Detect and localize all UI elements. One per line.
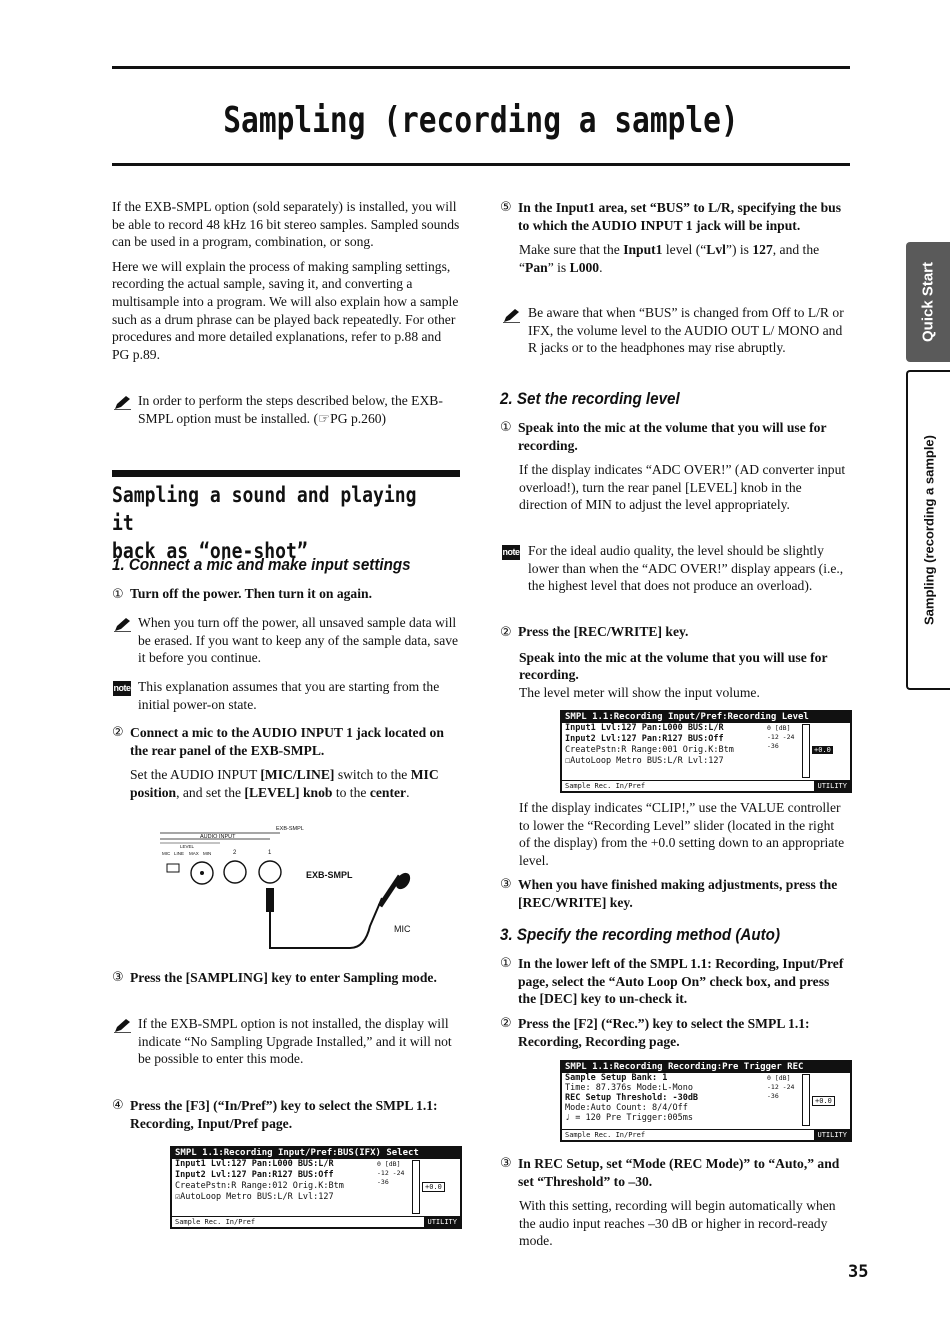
circled-number-icon: ② bbox=[112, 725, 124, 740]
body-bold: [MIC/LINE] bbox=[260, 767, 335, 783]
note-ideal-level: For the ideal audio quality, the level should be slightly lower than when the “ADC OVER!” display appears (i.e., the highest level that does not produce an overload). bbox=[528, 543, 844, 594]
step-1-5-body bbox=[519, 241, 848, 276]
step-3-1 bbox=[500, 955, 848, 1008]
body-text: to the bbox=[332, 784, 370, 800]
intro-paragraph-2: Here we will explain the process of making sampling settings, recording the actual sample, saving it, and converting a multisample into a program. We will also explain how a sample such as a drum phrase can be played back repeatedly. For other procedures and more detailed explanations, refer to p.88 and PG p.89. bbox=[112, 258, 459, 362]
lcd-utility-tab: UTILITY bbox=[424, 1217, 460, 1227]
side-tab-sampling[interactable] bbox=[906, 370, 950, 690]
side-tab-sampling-label: Sampling (recording a sample) bbox=[921, 435, 937, 625]
title-rule bbox=[112, 163, 850, 166]
diagram-jack-1-label: 1 bbox=[268, 850, 272, 856]
warn-bus-volume: Be aware that when “BUS” is changed from Off to L/R or IFX, the volume level to the AUDIO OUT L/ MONO and R jacks or to the headphones may rise abruptly. bbox=[528, 305, 844, 356]
step-1-1-text: Turn off the power. Then turn it on again. bbox=[130, 586, 372, 601]
circled-number-icon: ③ bbox=[500, 1156, 512, 1171]
note-icon: note bbox=[113, 681, 131, 696]
lcd-row-input1: Input1 Lvl:127 Pan:L000 BUS:L/R bbox=[565, 723, 724, 733]
lcd-row-time: Time: 87.376s Mode:L-Mono bbox=[565, 1083, 693, 1093]
step-1-3-text: Press the [SAMPLING] key to enter Sampling mode. bbox=[130, 970, 437, 985]
circled-number-icon: ① bbox=[500, 956, 512, 971]
step-2-heading: 2. Set the recording level bbox=[500, 390, 680, 408]
step-2-1 bbox=[500, 419, 848, 514]
body-bold: 127 bbox=[752, 242, 773, 258]
circled-number-icon: ① bbox=[500, 420, 512, 435]
lcd-meter-scale: 0 [dB] -12 -24 -36 bbox=[377, 1160, 405, 1186]
warn-option-required: In order to perform the steps described below, the EXB-SMPL option must be installed. (☞PG p.260) bbox=[138, 393, 443, 426]
body-text: , and the “ bbox=[519, 242, 820, 275]
lcd-level-meter bbox=[802, 1074, 810, 1126]
mic-connection-diagram bbox=[160, 826, 420, 956]
lcd-header: SMPL 1.1:Recording Input/Pref:BUS(IFX) Select bbox=[172, 1148, 460, 1159]
step-2-2-body: The level meter will show the input volume. bbox=[519, 684, 760, 700]
circled-number-icon: ③ bbox=[500, 877, 512, 892]
step-1-heading: 1. Connect a mic and make input settings bbox=[112, 556, 411, 574]
step-2-3 bbox=[500, 876, 848, 911]
section-title bbox=[112, 481, 439, 565]
side-tab-quick-start[interactable] bbox=[906, 242, 950, 362]
circled-number-icon: ① bbox=[112, 587, 124, 602]
circled-number-icon: ② bbox=[500, 625, 512, 640]
lcd-recording-level-slider: +0.0 bbox=[814, 746, 831, 754]
warn-not-installed: If the EXB-SMPL option is not installed, the display will indicate “No Sampling Upgrade Installed,” and it will not be possible to enter this mode. bbox=[138, 1016, 452, 1067]
body-text: switch to the bbox=[334, 767, 411, 783]
diagram-drawing bbox=[160, 826, 420, 956]
body-text: ” is bbox=[547, 259, 570, 275]
side-tab-quick-start-label: Quick Start bbox=[919, 261, 937, 343]
diagram-mic-label: MIC bbox=[394, 924, 411, 934]
lcd-row-mode: Mode:Auto Count: 8/4/Off bbox=[565, 1103, 688, 1113]
step-1-4 bbox=[112, 1097, 460, 1132]
diagram-level-label: LEVEL bbox=[180, 844, 195, 849]
step-1-2-text: Connect a mic to the AUDIO INPUT 1 jack located on the rear panel of the EXB-SMPL. bbox=[130, 725, 444, 758]
step-1-5-text: In the Input1 area, set “BUS” to L/R, specifying the bus to which the AUDIO INPUT 1 jack will be input. bbox=[518, 200, 842, 233]
lcd-recording-level-slider: +0.0 bbox=[422, 1182, 445, 1192]
lcd-row-input2: Input2 Lvl:127 Pan:R127 BUS:Off bbox=[565, 734, 724, 744]
body-bold: Pan bbox=[525, 259, 548, 275]
body-bold: [LEVEL] knob bbox=[244, 784, 333, 800]
step-2-1-body: If the display indicates “ADC OVER!” (AD converter input overload!), turn the rear panel [LEVEL] knob in the direction of MIN to adjust the level appropriately. bbox=[519, 462, 846, 513]
step-1-2-body bbox=[130, 766, 460, 801]
step-3-3 bbox=[500, 1155, 848, 1250]
lcd-row-sample-setup: Sample Setup Bank: 1 bbox=[565, 1073, 668, 1083]
page-title: Sampling (recording a sample) bbox=[223, 100, 739, 141]
step-3-2 bbox=[500, 1015, 848, 1050]
lcd-tab-labels: Sample Rec. In/Pref bbox=[565, 1131, 646, 1139]
diagram-line-switch-label: LINE bbox=[174, 851, 185, 856]
body-bold: L000 bbox=[569, 259, 600, 275]
circled-number-icon: ② bbox=[500, 1016, 512, 1031]
lcd-input-pref-bus-select bbox=[170, 1146, 462, 1229]
body-text: , and set the bbox=[176, 784, 245, 800]
diagram-exb-smpl-label: EXB-SMPL bbox=[306, 870, 353, 880]
lcd-tab-labels: Sample Rec. In/Pref bbox=[565, 782, 646, 790]
pencil-warning-icon bbox=[114, 395, 131, 410]
pencil-warning-icon bbox=[114, 617, 131, 632]
left-column bbox=[112, 198, 460, 363]
body-bold: center bbox=[369, 784, 407, 800]
body-bold: Input1 bbox=[623, 242, 663, 258]
page-number: 35 bbox=[848, 1262, 869, 1282]
lcd-input-pref-recording-level bbox=[560, 710, 852, 793]
lcd-utility-tab: UTILITY bbox=[814, 1130, 850, 1140]
diagram-mic-switch-label: MIC bbox=[162, 851, 171, 856]
step-1-1 bbox=[112, 585, 460, 604]
body-text: . bbox=[406, 784, 410, 800]
lcd-row-input1: Input1 Lvl:127 Pan:L000 BUS:L/R bbox=[175, 1159, 334, 1169]
warn-unsaved-data: When you turn off the power, all unsaved sample data will be erased. If you want to keep any of the sample data, save it before you continue. bbox=[138, 615, 459, 666]
lcd-row-tempo: ♩ = 120 Pre Trigger:005ms bbox=[565, 1113, 693, 1123]
note-initial-state: This explanation assumes that you are starting from the initial power-on state. bbox=[138, 679, 440, 712]
lcd-row-create: CreatePstn:R Range:001 Orig.K:Btm bbox=[565, 745, 734, 755]
body-text: Make sure that the bbox=[519, 242, 624, 258]
note-icon: note bbox=[502, 545, 520, 560]
lcd-recording-pre-trigger bbox=[560, 1060, 852, 1142]
lcd-row-input2: Input2 Lvl:127 Pan:R127 BUS:Off bbox=[175, 1170, 334, 1180]
lcd-utility-tab: UTILITY bbox=[814, 781, 850, 791]
step-2-2-text: Press the [REC/WRITE] key. bbox=[518, 624, 689, 639]
lcd-row-create: CreatePstn:R Range:012 Orig.K:Btm bbox=[175, 1181, 344, 1191]
body-text: level (“ bbox=[662, 242, 707, 258]
diagram-min-label: MIN bbox=[203, 851, 212, 856]
step-1-4-text: Press the [F3] (“In/Pref”) key to select the SMPL 1.1: Recording, Input/Pref page. bbox=[130, 1098, 438, 1131]
lcd-tab-labels: Sample Rec. In/Pref bbox=[175, 1218, 256, 1226]
lcd-header: SMPL 1.1:Recording Input/Pref:Recording Level bbox=[562, 712, 850, 723]
step-2-3-text: When you have finished making adjustments, press the [REC/WRITE] key. bbox=[518, 877, 838, 910]
step-1-5 bbox=[500, 199, 848, 276]
circled-number-icon: ⑤ bbox=[500, 200, 512, 215]
body-text: Set the AUDIO INPUT bbox=[130, 767, 261, 783]
step-3-3-text: In REC Setup, set “Mode (REC Mode)” to “Auto,” and set “Threshold” to –30. bbox=[518, 1156, 840, 1189]
circled-number-icon: ③ bbox=[112, 970, 124, 985]
step-2-1-text: Speak into the mic at the volume that you will use for recording. bbox=[518, 420, 827, 453]
body-text: ”) is bbox=[725, 242, 753, 258]
body-bold: Lvl bbox=[706, 242, 726, 258]
lcd-meter-scale: 0 [dB] -12 -24 -36 bbox=[767, 724, 795, 750]
step-2-2-after: If the display indicates “CLIP!,” use the VALUE controller to lower the “Recording Level” slider (located in the right of the display) from the +0.0 setting down to an appropriate level. bbox=[519, 800, 845, 868]
step-3-2-text: Press the [F2] (“Rec.”) key to select the SMPL 1.1: Recording, Recording page. bbox=[518, 1016, 810, 1049]
lcd-row-autoloop: ☐AutoLoop Metro BUS:L/R Lvl:127 bbox=[565, 756, 724, 766]
lcd-meter-scale: 0 [dB] -12 -24 -36 bbox=[767, 1074, 797, 1101]
body-bold: MIC position bbox=[130, 767, 439, 800]
lcd-tabs bbox=[172, 1216, 460, 1227]
section-title-line-2: back as “one-shot” bbox=[112, 539, 308, 563]
body-text: . bbox=[599, 259, 603, 275]
section-title-line-1: Sampling a sound and playing it bbox=[112, 483, 417, 535]
diagram-jack-2-label: 2 bbox=[233, 850, 237, 856]
lcd-level-meter bbox=[802, 724, 810, 778]
pencil-warning-icon bbox=[114, 1018, 131, 1033]
diagram-exb-small-label: EXB-SMPL bbox=[276, 826, 304, 832]
step-3-3-body: With this setting, recording will begin automatically when the audio input reaches –30 dB or higher in record-ready mode. bbox=[519, 1198, 836, 1249]
intro-paragraph-1: If the EXB-SMPL option (sold separately) is installed, you will be able to record 48 kHz 16 bit stereo samples. Sampled sounds can be used in a program, combination, or song. bbox=[112, 199, 460, 250]
step-2-2 bbox=[500, 623, 848, 701]
top-rule bbox=[112, 66, 850, 69]
lcd-row-autoloop: ☑AutoLoop Metro BUS:L/R Lvl:127 bbox=[175, 1192, 334, 1202]
step-1-2 bbox=[112, 724, 460, 801]
diagram-max-label: MAX bbox=[189, 851, 199, 856]
section-rule bbox=[112, 470, 460, 477]
step-3-1-text: In the lower left of the SMPL 1.1: Recording, Input/Pref page, select the “Auto Loop On” check box, and press the [DEC] key to un-check it. bbox=[518, 956, 844, 1007]
lcd-recording-level-slider: +0.0 bbox=[812, 1096, 835, 1106]
step-3-heading: 3. Specify the recording method (Auto) bbox=[500, 926, 781, 944]
lcd-header: SMPL 1.1:Recording Recording:Pre Trigger REC bbox=[562, 1062, 850, 1073]
pencil-warning-icon bbox=[503, 308, 520, 323]
circled-number-icon: ④ bbox=[112, 1098, 124, 1113]
lcd-row-rec-setup: REC Setup Threshold: -30dB bbox=[565, 1093, 699, 1103]
step-2-2-bold: Speak into the mic at the volume that you will use for recording. bbox=[519, 649, 828, 683]
lcd-tabs bbox=[562, 1129, 850, 1140]
lcd-tabs bbox=[562, 780, 850, 791]
step-1-3 bbox=[112, 969, 460, 987]
lcd-level-meter bbox=[412, 1160, 420, 1214]
diagram-audio-input-label: AUDIO INPUT bbox=[200, 834, 236, 840]
